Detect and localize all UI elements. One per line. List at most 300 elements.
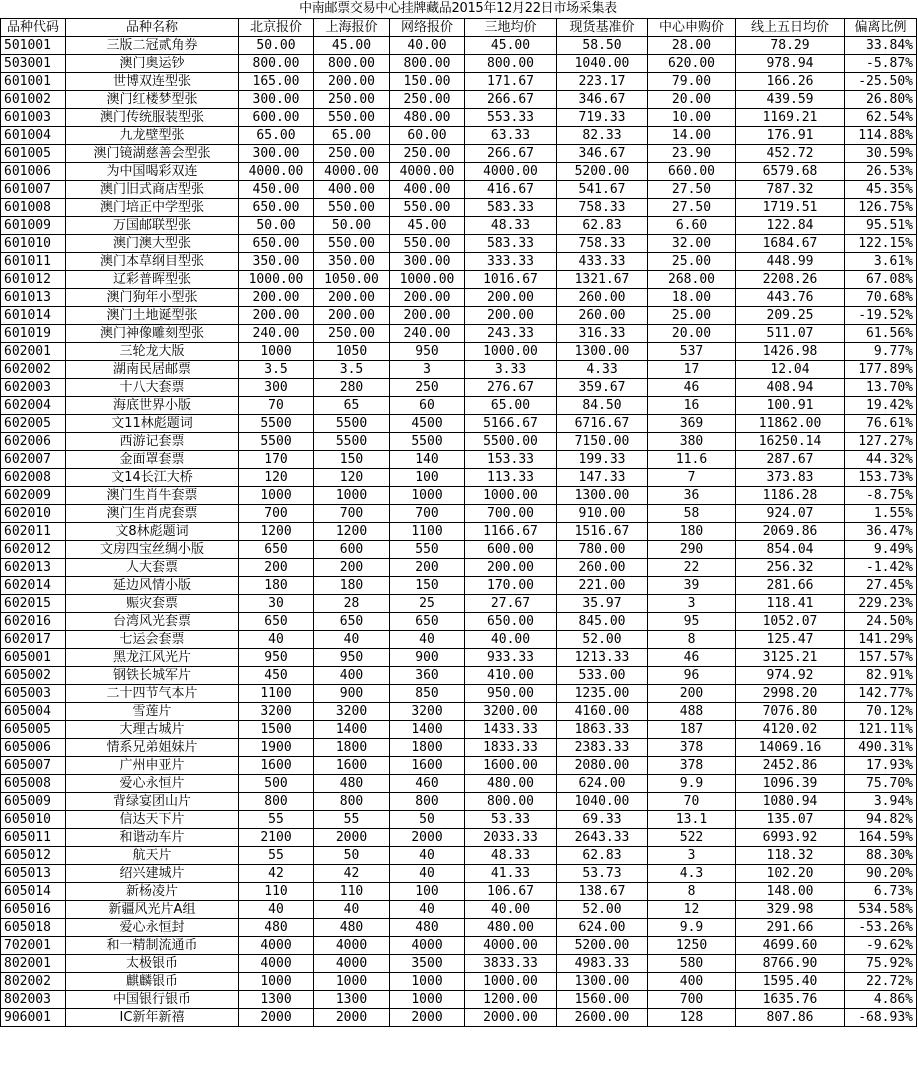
beijing-price-cell: 1600 [239,757,314,775]
code-cell: 601006 [1,163,66,181]
shanghai-price-cell: 1400 [314,721,390,739]
average-price-cell: 266.67 [465,145,557,163]
code-cell: 601013 [1,289,66,307]
spot-base-price-cell: 62.83 [557,847,648,865]
center-subscription-price-cell: 6.60 [648,217,736,235]
code-cell: 601003 [1,109,66,127]
deviation-cell: 229.23% [845,595,917,613]
online-price-cell: 3200 [390,703,465,721]
center-subscription-price-cell: 20.00 [648,325,736,343]
spot-base-price-cell: 533.00 [557,667,648,685]
average-price-cell: 41.33 [465,865,557,883]
five-day-average-cell: 209.25 [736,307,845,325]
spot-base-price-cell: 7150.00 [557,433,648,451]
five-day-average-cell: 854.04 [736,541,845,559]
center-subscription-price-cell: 290 [648,541,736,559]
five-day-average-cell: 14069.16 [736,739,845,757]
shanghai-price-cell: 4000 [314,937,390,955]
center-subscription-price-cell: 11.6 [648,451,736,469]
name-cell: 万国邮联型张 [66,217,239,235]
average-price-cell: 1166.67 [465,523,557,541]
online-price-cell: 1100 [390,523,465,541]
column-header: 三地均价 [465,19,557,37]
code-cell: 601011 [1,253,66,271]
name-cell: 澳门土地诞型张 [66,307,239,325]
center-subscription-price-cell: 268.00 [648,271,736,289]
average-price-cell: 583.33 [465,199,557,217]
deviation-cell: 94.82% [845,811,917,829]
code-cell: 602008 [1,469,66,487]
five-day-average-cell: 2069.86 [736,523,845,541]
average-price-cell: 1000.00 [465,973,557,991]
name-cell: 中国银行银币 [66,991,239,1009]
deviation-cell: 44.32% [845,451,917,469]
online-price-cell: 250 [390,379,465,397]
center-subscription-price-cell: 32.00 [648,235,736,253]
online-price-cell: 900 [390,649,465,667]
name-cell: 澳门狗年小型张 [66,289,239,307]
online-price-cell: 1000 [390,991,465,1009]
deviation-cell: 26.80% [845,91,917,109]
five-day-average-cell: 2208.26 [736,271,845,289]
deviation-cell: 17.93% [845,757,917,775]
five-day-average-cell: 1635.76 [736,991,845,1009]
beijing-price-cell: 42 [239,865,314,883]
spot-base-price-cell: 199.33 [557,451,648,469]
deviation-cell: 9.49% [845,541,917,559]
average-price-cell: 410.00 [465,667,557,685]
online-price-cell: 1400 [390,721,465,739]
beijing-price-cell: 170 [239,451,314,469]
deviation-cell: 95.51% [845,217,917,235]
five-day-average-cell: 291.66 [736,919,845,937]
spot-base-price-cell: 719.33 [557,109,648,127]
shanghai-price-cell: 4000.00 [314,163,390,181]
online-price-cell: 4000.00 [390,163,465,181]
spot-base-price-cell: 4160.00 [557,703,648,721]
code-cell: 605005 [1,721,66,739]
table-row [1,181,917,199]
table-row [1,955,917,973]
average-price-cell: 1000.00 [465,343,557,361]
five-day-average-cell: 408.94 [736,379,845,397]
code-cell: 802002 [1,973,66,991]
average-price-cell: 48.33 [465,217,557,235]
online-price-cell: 1800 [390,739,465,757]
online-price-cell: 240.00 [390,325,465,343]
table-row [1,721,917,739]
online-price-cell: 40 [390,847,465,865]
average-price-cell: 600.00 [465,541,557,559]
table-row [1,883,917,901]
average-price-cell: 583.33 [465,235,557,253]
five-day-average-cell: 974.92 [736,667,845,685]
spot-base-price-cell: 346.67 [557,91,648,109]
name-cell: 麒麟银币 [66,973,239,991]
table-row [1,631,917,649]
shanghai-price-cell: 120 [314,469,390,487]
five-day-average-cell: 1684.67 [736,235,845,253]
online-price-cell: 140 [390,451,465,469]
online-price-cell: 60.00 [390,127,465,145]
average-price-cell: 3.33 [465,361,557,379]
code-cell: 501001 [1,37,66,55]
average-price-cell: 1000.00 [465,487,557,505]
code-cell: 602009 [1,487,66,505]
spot-base-price-cell: 624.00 [557,919,648,937]
five-day-average-cell: 439.59 [736,91,845,109]
online-price-cell: 40 [390,631,465,649]
average-price-cell: 1016.67 [465,271,557,289]
spot-base-price-cell: 433.33 [557,253,648,271]
beijing-price-cell: 1100 [239,685,314,703]
five-day-average-cell: 176.91 [736,127,845,145]
table-row [1,1009,917,1027]
spot-base-price-cell: 84.50 [557,397,648,415]
average-price-cell: 63.33 [465,127,557,145]
name-cell: 三版二冠贰角券 [66,37,239,55]
table-row [1,775,917,793]
shanghai-price-cell: 1600 [314,757,390,775]
beijing-price-cell: 1300 [239,991,314,1009]
five-day-average-cell: 4120.02 [736,721,845,739]
online-price-cell: 1600 [390,757,465,775]
beijing-price-cell: 1000.00 [239,271,314,289]
shanghai-price-cell: 800.00 [314,55,390,73]
beijing-price-cell: 4000 [239,955,314,973]
deviation-cell: 90.20% [845,865,917,883]
deviation-cell: -68.93% [845,1009,917,1027]
spot-base-price-cell: 346.67 [557,145,648,163]
name-cell: 澳门神像雕刻型张 [66,325,239,343]
name-cell: 金面罩套票 [66,451,239,469]
code-cell: 601005 [1,145,66,163]
online-price-cell: 1000 [390,973,465,991]
center-subscription-price-cell: 580 [648,955,736,973]
spot-base-price-cell: 82.33 [557,127,648,145]
code-cell: 602004 [1,397,66,415]
center-subscription-price-cell: 58 [648,505,736,523]
shanghai-price-cell: 2000 [314,1009,390,1027]
spot-base-price-cell: 221.00 [557,577,648,595]
online-price-cell: 250.00 [390,91,465,109]
center-subscription-price-cell: 13.1 [648,811,736,829]
spot-base-price-cell: 260.00 [557,559,648,577]
beijing-price-cell: 1200 [239,523,314,541]
table-row [1,901,917,919]
average-price-cell: 333.33 [465,253,557,271]
deviation-cell: 88.30% [845,847,917,865]
code-cell: 602001 [1,343,66,361]
code-cell: 605003 [1,685,66,703]
five-day-average-cell: 452.72 [736,145,845,163]
five-day-average-cell: 287.67 [736,451,845,469]
code-cell: 605016 [1,901,66,919]
shanghai-price-cell: 250.00 [314,91,390,109]
name-cell: 辽彩普晖型张 [66,271,239,289]
center-subscription-price-cell: 400 [648,973,736,991]
average-price-cell: 40.00 [465,631,557,649]
center-subscription-price-cell: 620.00 [648,55,736,73]
spot-base-price-cell: 1300.00 [557,487,648,505]
average-price-cell: 266.67 [465,91,557,109]
shanghai-price-cell: 42 [314,865,390,883]
shanghai-price-cell: 40 [314,631,390,649]
shanghai-price-cell: 50.00 [314,217,390,235]
five-day-average-cell: 281.66 [736,577,845,595]
average-price-cell: 3200.00 [465,703,557,721]
shanghai-price-cell: 1050.00 [314,271,390,289]
center-subscription-price-cell: 4.3 [648,865,736,883]
name-cell: 世博双连型张 [66,73,239,91]
spot-base-price-cell: 780.00 [557,541,648,559]
deviation-cell: 157.57% [845,649,917,667]
five-day-average-cell: 6579.68 [736,163,845,181]
spot-base-price-cell: 2643.33 [557,829,648,847]
online-price-cell: 360 [390,667,465,685]
name-cell: 钢铁长城军片 [66,667,239,685]
table-row [1,739,917,757]
name-cell: 文8林彪题词 [66,523,239,541]
spot-base-price-cell: 260.00 [557,307,648,325]
spot-base-price-cell: 2600.00 [557,1009,648,1027]
average-price-cell: 950.00 [465,685,557,703]
online-price-cell: 300.00 [390,253,465,271]
deviation-cell: 164.59% [845,829,917,847]
beijing-price-cell: 450 [239,667,314,685]
table-row [1,199,917,217]
code-cell: 602006 [1,433,66,451]
name-cell: 湖南民居邮票 [66,361,239,379]
column-header: 北京报价 [239,19,314,37]
five-day-average-cell: 448.99 [736,253,845,271]
name-cell: 九龙壁型张 [66,127,239,145]
online-price-cell: 200.00 [390,307,465,325]
online-price-cell: 40.00 [390,37,465,55]
average-price-cell: 48.33 [465,847,557,865]
table-row [1,505,917,523]
deviation-cell: 82.91% [845,667,917,685]
shanghai-price-cell: 55 [314,811,390,829]
table-row [1,163,917,181]
shanghai-price-cell: 800 [314,793,390,811]
online-price-cell: 100 [390,883,465,901]
average-price-cell: 4000.00 [465,163,557,181]
table-row [1,235,917,253]
code-cell: 605018 [1,919,66,937]
center-subscription-price-cell: 3 [648,595,736,613]
shanghai-price-cell: 65.00 [314,127,390,145]
name-cell: 澳门旧式商店型张 [66,181,239,199]
name-cell: 台湾风光套票 [66,613,239,631]
column-header: 现货基准价 [557,19,648,37]
online-price-cell: 650 [390,613,465,631]
center-subscription-price-cell: 537 [648,343,736,361]
online-price-cell: 1000 [390,487,465,505]
five-day-average-cell: 2452.86 [736,757,845,775]
beijing-price-cell: 300.00 [239,91,314,109]
deviation-cell: 122.15% [845,235,917,253]
column-header: 网络报价 [390,19,465,37]
table-row [1,127,917,145]
table-row [1,415,917,433]
average-price-cell: 113.33 [465,469,557,487]
spot-base-price-cell: 223.17 [557,73,648,91]
beijing-price-cell: 55 [239,847,314,865]
code-cell: 602012 [1,541,66,559]
shanghai-price-cell: 480 [314,919,390,937]
spot-base-price-cell: 1863.33 [557,721,648,739]
shanghai-price-cell: 110 [314,883,390,901]
deviation-cell: 36.47% [845,523,917,541]
deviation-cell: 19.42% [845,397,917,415]
five-day-average-cell: 4699.60 [736,937,845,955]
name-cell: 西游记套票 [66,433,239,451]
five-day-average-cell: 122.84 [736,217,845,235]
table-row [1,55,917,73]
spot-base-price-cell: 52.00 [557,631,648,649]
spot-base-price-cell: 52.00 [557,901,648,919]
beijing-price-cell: 4000 [239,937,314,955]
five-day-average-cell: 135.07 [736,811,845,829]
deviation-cell: 61.56% [845,325,917,343]
center-subscription-price-cell: 380 [648,433,736,451]
center-subscription-price-cell: 14.00 [648,127,736,145]
header-row [1,19,917,37]
shanghai-price-cell: 200.00 [314,73,390,91]
name-cell: 澳门镜湖慈善会型张 [66,145,239,163]
name-cell: 信达天下片 [66,811,239,829]
average-price-cell: 276.67 [465,379,557,397]
deviation-cell: 75.92% [845,955,917,973]
average-price-cell: 27.67 [465,595,557,613]
code-cell: 601004 [1,127,66,145]
online-price-cell: 40 [390,901,465,919]
center-subscription-price-cell: 36 [648,487,736,505]
shanghai-price-cell: 1000 [314,487,390,505]
shanghai-price-cell: 280 [314,379,390,397]
average-price-cell: 200.00 [465,559,557,577]
shanghai-price-cell: 50 [314,847,390,865]
beijing-price-cell: 1000 [239,487,314,505]
deviation-cell: 1.55% [845,505,917,523]
beijing-price-cell: 180 [239,577,314,595]
spot-base-price-cell: 69.33 [557,811,648,829]
online-price-cell: 1000.00 [390,271,465,289]
average-price-cell: 171.67 [465,73,557,91]
name-cell: 延边风情小版 [66,577,239,595]
beijing-price-cell: 50.00 [239,217,314,235]
online-price-cell: 700 [390,505,465,523]
table-row [1,757,917,775]
spot-base-price-cell: 1040.00 [557,793,648,811]
name-cell: 十八大套票 [66,379,239,397]
online-price-cell: 400.00 [390,181,465,199]
spot-base-price-cell: 35.97 [557,595,648,613]
code-cell: 605008 [1,775,66,793]
spot-base-price-cell: 316.33 [557,325,648,343]
shanghai-price-cell: 4000 [314,955,390,973]
spot-base-price-cell: 910.00 [557,505,648,523]
online-price-cell: 250.00 [390,145,465,163]
column-header: 线上五日均价 [736,19,845,37]
deviation-cell: 70.68% [845,289,917,307]
beijing-price-cell: 200.00 [239,289,314,307]
spot-base-price-cell: 758.33 [557,199,648,217]
spot-base-price-cell: 147.33 [557,469,648,487]
deviation-cell: 76.61% [845,415,917,433]
table-row [1,667,917,685]
deviation-cell: 30.59% [845,145,917,163]
average-price-cell: 933.33 [465,649,557,667]
deviation-cell: 490.31% [845,739,917,757]
table-row [1,343,917,361]
deviation-cell: 13.70% [845,379,917,397]
name-cell: 文11林彪题词 [66,415,239,433]
average-price-cell: 700.00 [465,505,557,523]
online-price-cell: 150 [390,577,465,595]
name-cell: 太极银币 [66,955,239,973]
center-subscription-price-cell: 25.00 [648,307,736,325]
five-day-average-cell: 1080.94 [736,793,845,811]
spot-base-price-cell: 5200.00 [557,163,648,181]
online-price-cell: 550.00 [390,235,465,253]
center-subscription-price-cell: 128 [648,1009,736,1027]
center-subscription-price-cell: 18.00 [648,289,736,307]
table-row [1,37,917,55]
table-row [1,865,917,883]
code-cell: 602014 [1,577,66,595]
five-day-average-cell: 2998.20 [736,685,845,703]
code-cell: 601007 [1,181,66,199]
center-subscription-price-cell: 27.50 [648,181,736,199]
table-row [1,289,917,307]
table-row [1,523,917,541]
deviation-cell: 6.73% [845,883,917,901]
average-price-cell: 5500.00 [465,433,557,451]
table-row [1,811,917,829]
deviation-cell: -53.26% [845,919,917,937]
center-subscription-price-cell: 9.9 [648,775,736,793]
name-cell: 新疆风光片A组 [66,901,239,919]
shanghai-price-cell: 65 [314,397,390,415]
online-price-cell: 4000 [390,937,465,955]
center-subscription-price-cell: 20.00 [648,91,736,109]
center-subscription-price-cell: 39 [648,577,736,595]
five-day-average-cell: 1186.28 [736,487,845,505]
code-cell: 602013 [1,559,66,577]
table-row [1,91,917,109]
center-subscription-price-cell: 187 [648,721,736,739]
shanghai-price-cell: 200.00 [314,307,390,325]
beijing-price-cell: 300.00 [239,145,314,163]
center-subscription-price-cell: 3 [648,847,736,865]
five-day-average-cell: 118.32 [736,847,845,865]
five-day-average-cell: 1052.07 [736,613,845,631]
five-day-average-cell: 1426.98 [736,343,845,361]
beijing-price-cell: 110 [239,883,314,901]
name-cell: 人大套票 [66,559,239,577]
code-cell: 602017 [1,631,66,649]
spot-base-price-cell: 1300.00 [557,343,648,361]
code-cell: 601010 [1,235,66,253]
center-subscription-price-cell: 8 [648,631,736,649]
center-subscription-price-cell: 12 [648,901,736,919]
code-cell: 602002 [1,361,66,379]
name-cell: 赈灾套票 [66,595,239,613]
beijing-price-cell: 200.00 [239,307,314,325]
average-price-cell: 416.67 [465,181,557,199]
